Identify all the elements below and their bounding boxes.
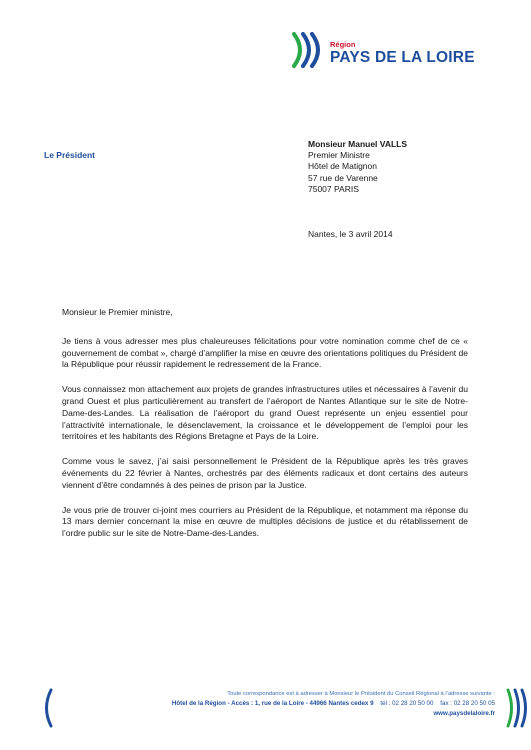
footer-tel: tél : 02 28 20 50 00 xyxy=(380,700,434,708)
recipient-name: Monsieur Manuel VALLS xyxy=(308,139,408,149)
footer-website[interactable]: www.paysdelaloire.fr xyxy=(433,710,495,718)
salutation: Monsieur le Premier ministre, xyxy=(62,307,173,317)
sender-title: Le Président xyxy=(44,150,96,160)
letter-date: Nantes, le 3 avril 2014 xyxy=(308,229,393,239)
footer-fax: fax : 02 28 20 50 05 xyxy=(440,700,495,708)
footer-notice: Toute correspondance est à adresser à Monsieur le Président du Conseil Régional à l’adresse suivante : xyxy=(227,691,495,697)
recipient-line: 75007 PARIS xyxy=(308,183,359,194)
logo-region-label: Région xyxy=(330,40,356,49)
footer-address: Hôtel de la Région - Accès : 1, rue de la Loire - 44966 Nantes cedex 9 xyxy=(171,700,374,708)
region-logo xyxy=(290,30,475,70)
chevron-logo-icon xyxy=(290,32,326,68)
recipient-line: Premier Ministre xyxy=(308,150,370,161)
recipient-address xyxy=(308,139,407,195)
bracket-icon xyxy=(40,688,54,728)
recipient-line: Hôtel de Matignon xyxy=(308,161,377,172)
paragraph: Vous connaissez mon attachement aux projets de grandes infrastructures utiles et nécessaires à l’avenir du grand Ouest et plus particulièrement au transfert de l’aéroport de Nantes Atlantique sur le site de Notre-Dame-des-Landes. La réalisation de l’aéroport du grand Ouest représente un enjeu essentiel pour l’attractivité internationale, le désenclavement, la croissance et le développement de l’emploi pour les territoires et les habitants des Régions Bretagne et Pays de la Loire. xyxy=(62,384,468,442)
letter-body xyxy=(62,307,468,553)
paragraph: Je tiens à vous adresser mes plus chaleureuses félicitations pour votre nomination comme chef de ce « gouvernement de combat », chargé d’amplifier la mise en œuvre des orientations politiques du Président de la République pour réussir rapidement le redressement de la France. xyxy=(62,335,468,370)
recipient-line: 57 rue de Varenne xyxy=(308,172,378,183)
footer-chevron-icon xyxy=(505,688,527,728)
footer xyxy=(172,689,495,720)
paragraph: Comme vous le savez, j’ai saisi personnellement le Président de la République après les très graves événements du 22 février à Nantes, orchestrés par des éléments radicaux et dont certains des auteurs viennent d’être condamnés à des peines de prison par la Justice. xyxy=(62,456,468,490)
paragraph: Je vous prie de trouver ci-joint mes courriers au Président de la République, et notamment ma réponse du 13 mars dernier concernant la mise en œuvre de multiples décisions de justice et du rétablissement de l’ordre public sur le site de Notre-Dame-des-Landes. xyxy=(62,504,468,539)
logo-region-name: PAYS DE LA LOIRE xyxy=(330,49,475,66)
